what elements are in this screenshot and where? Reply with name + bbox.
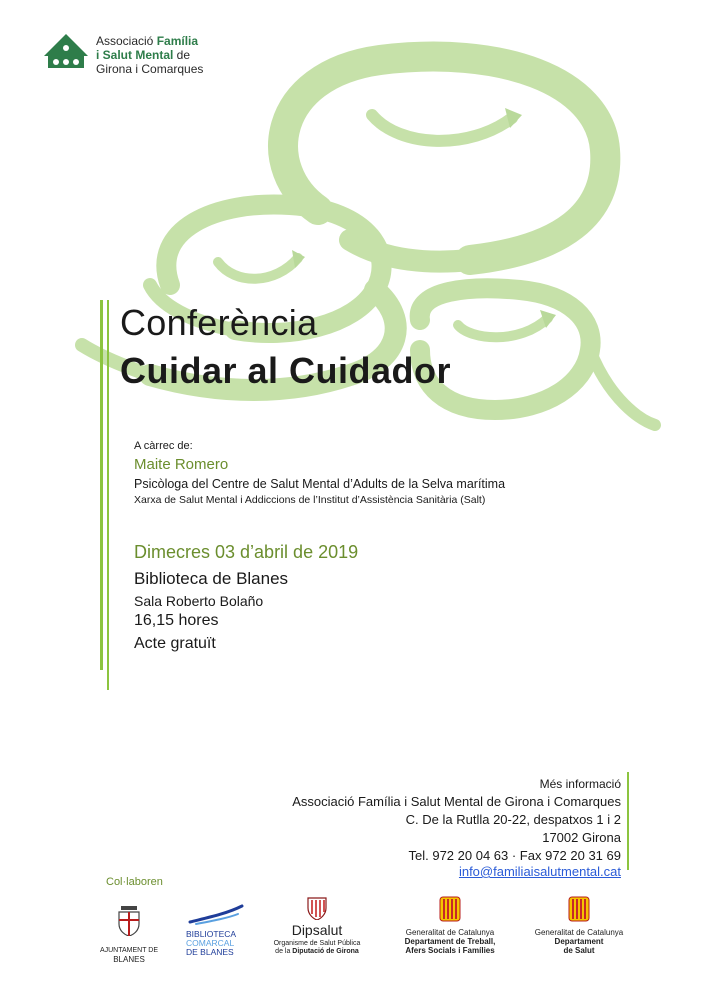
treball-line3: Afers Socials i Famílies bbox=[405, 946, 495, 955]
event-price: Acte gratuït bbox=[134, 635, 216, 652]
salut-line2: Departament bbox=[554, 937, 604, 946]
sponsor-dipsalut bbox=[266, 896, 368, 970]
ajuntament-line2: BLANES bbox=[113, 955, 145, 964]
logo-line1a: Associació bbox=[96, 34, 157, 48]
more-info-org: Associació Família i Salut Mental de Girona i Comarques bbox=[292, 794, 621, 809]
association-logo bbox=[42, 32, 222, 76]
title-cuidar-al-cuidador: Cuidar al Cuidador bbox=[120, 350, 452, 391]
accent-bar-right bbox=[107, 300, 109, 690]
event-room: Sala Roberto Bolaño bbox=[134, 593, 264, 609]
association-logo-icon bbox=[42, 32, 90, 72]
logo-line1b: Família bbox=[156, 34, 199, 48]
event-venue: Biblioteca de Blanes bbox=[134, 569, 289, 588]
logo-text bbox=[96, 34, 236, 76]
dipsalut-line2b: Diputació de Girona bbox=[292, 948, 359, 955]
event-time: 16,15 hores bbox=[134, 612, 219, 629]
dipsalut-crest-icon bbox=[306, 896, 328, 920]
collaborators-heading: Col·laboren bbox=[106, 876, 163, 888]
salut-line3: de Salut bbox=[563, 946, 595, 955]
treball-line2: Departament de Treball, bbox=[404, 937, 496, 946]
crest-icon bbox=[117, 906, 141, 936]
more-info-heading: Més informació bbox=[539, 777, 621, 791]
dipsalut-line1: Organisme de Salut Pública bbox=[273, 940, 361, 947]
biblioteca-swoosh-icon bbox=[186, 904, 246, 926]
biblioteca-line2: COMARCAL bbox=[186, 938, 235, 948]
generalitat-senyera-icon bbox=[439, 896, 461, 922]
speaker-org: Xarxa de Salut Mental i Addiccions de l’Institut d’Assistència Sanitària (Salt) bbox=[134, 494, 486, 506]
logo-line2a: i Salut Mental bbox=[96, 48, 174, 62]
generalitat-senyera-icon bbox=[568, 896, 590, 922]
speaker-role: Psicòloga del Centre de Salut Mental d’Adults de la Selva marítima bbox=[134, 477, 506, 491]
event-date: Dimecres 03 d’abril de 2019 bbox=[134, 542, 359, 562]
biblioteca-line1: BIBLIOTECA bbox=[186, 929, 237, 939]
title-conferencia: Conferència bbox=[120, 302, 318, 343]
logo-line2b: de bbox=[173, 48, 191, 62]
dipsalut-name: Dipsalut bbox=[291, 922, 343, 938]
dipsalut-line2a: de la bbox=[275, 948, 293, 955]
speaker-intro: A càrrec de: bbox=[134, 440, 193, 452]
salut-line1: Generalitat de Catalunya bbox=[534, 928, 624, 937]
speaker-name: Maite Romero bbox=[134, 456, 229, 473]
ajuntament-line1: AJUNTAMENT DE bbox=[99, 947, 159, 954]
biblioteca-line3: DE BLANES bbox=[186, 947, 234, 957]
sponsor-ajuntament-blanes bbox=[98, 900, 160, 970]
accent-bar-left bbox=[100, 300, 103, 670]
accent-bar-info bbox=[627, 772, 629, 870]
logo-line3: Girona i Comarques bbox=[96, 62, 204, 76]
more-info-city: 17002 Girona bbox=[542, 830, 621, 845]
treball-line1: Generalitat de Catalunya bbox=[405, 928, 495, 937]
more-info-email-link[interactable]: info@familiaisalutmental.cat bbox=[458, 864, 621, 879]
sponsor-generalitat-treball bbox=[388, 896, 512, 970]
more-info-address: C. De la Rutlla 20-22, despatxos 1 i 2 bbox=[405, 812, 621, 827]
more-info-phone: Tel. 972 20 04 63 · Fax 972 20 31 69 bbox=[408, 848, 621, 863]
sponsor-generalitat-salut bbox=[524, 896, 634, 970]
sponsor-biblioteca-blanes bbox=[182, 900, 248, 970]
